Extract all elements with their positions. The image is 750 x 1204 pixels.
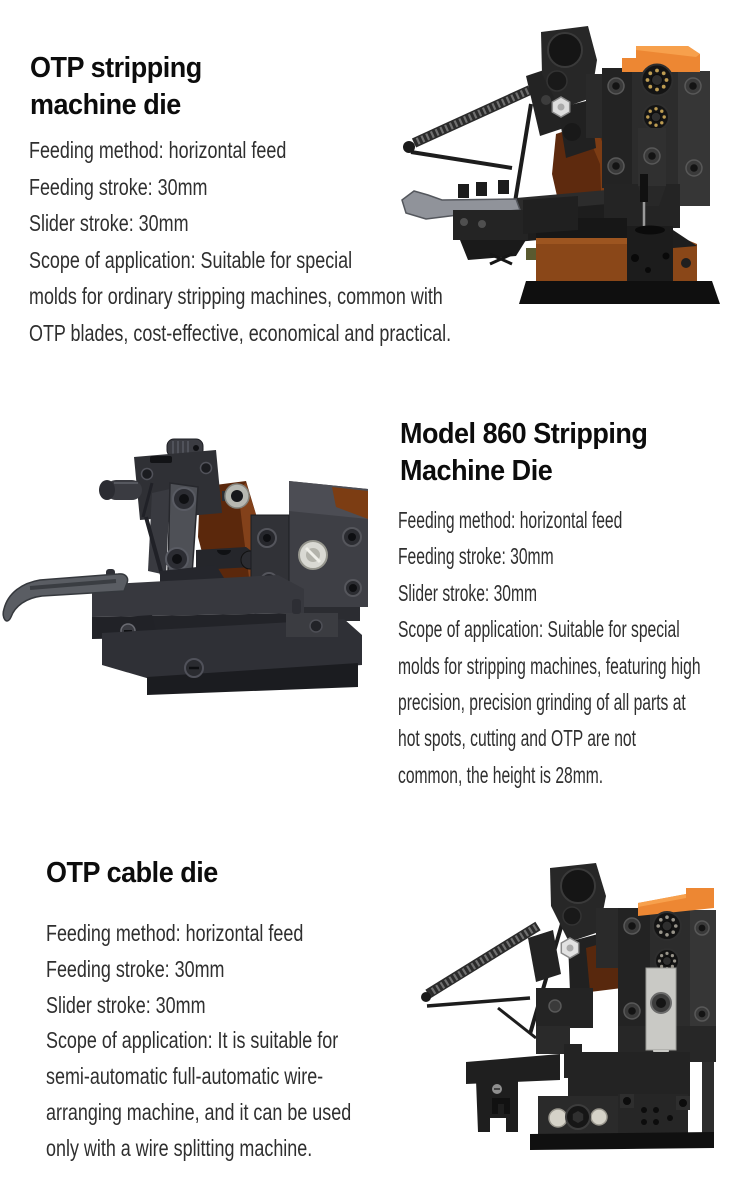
magnet-block [538, 1096, 620, 1138]
title-line: Machine Die [400, 455, 553, 487]
spec-line: only with a wire splitting machine. [46, 1134, 313, 1161]
spec-list-otp-cable-die [46, 916, 437, 1167]
base-plate [530, 1132, 714, 1150]
cylinder-stub [99, 480, 142, 500]
title-line: machine die [30, 89, 181, 121]
otp-stripping-machine-die-photo [398, 16, 750, 326]
section-title-model-860 [400, 416, 666, 490]
magnet [591, 1109, 607, 1125]
section-title-otp-stripping [30, 50, 215, 124]
model-860-machine-illustration [0, 425, 390, 725]
section-title-otp-cable-die [46, 855, 231, 892]
spec-line: Feeding method: horizontal feed [398, 507, 623, 533]
model-860-stripping-machine-die-photo [0, 425, 390, 725]
spec-line: common, the height is 28mm. [398, 761, 604, 788]
spec-line: Scope of application: Suitable for special [398, 616, 680, 643]
base-plate [519, 281, 720, 304]
spec-line: Feeding stroke: 30mm [29, 173, 208, 200]
spec-line: Slider stroke: 30mm [29, 210, 189, 236]
spec-line: Scope of application: It is suitable for [46, 1027, 339, 1054]
otp-cable-die-photo [418, 848, 750, 1158]
title-line: OTP stripping [30, 52, 202, 84]
magnet [549, 1109, 567, 1127]
cable-die-machine-illustration [418, 848, 750, 1158]
spec-list-model-860 [398, 502, 750, 793]
title-line: Model 860 Stripping [400, 418, 648, 450]
stripping-machine-illustration [398, 16, 750, 326]
spec-line: semi-automatic full-automatic wire- [46, 1063, 324, 1090]
spring-arm [403, 68, 564, 202]
spec-line: Feeding stroke: 30mm [398, 543, 554, 570]
knurled-knob [642, 65, 673, 96]
spec-line: hot spots, cutting and OTP are not [398, 725, 636, 752]
spec-line: Feeding method: horizontal feed [29, 137, 287, 163]
spec-line: Feeding method: horizontal feed [46, 920, 304, 946]
spec-line: molds for ordinary stripping machines, common with [29, 283, 443, 309]
spec-line: Slider stroke: 30mm [398, 579, 538, 606]
spec-line: molds for stripping machines, featuring high [398, 652, 701, 679]
spec-line: Scope of application: Suitable for special [29, 246, 353, 273]
spec-line: precision, precision grinding of all parts at [398, 689, 686, 716]
spec-line: arranging machine, and it can be used [46, 1098, 352, 1125]
spec-line: OTP blades, cost-effective, economical and practical. [29, 319, 452, 346]
title-line: OTP cable die [46, 857, 218, 889]
spec-line: Slider stroke: 30mm [46, 991, 206, 1018]
knurled-knob [643, 104, 669, 130]
knurled-knob [653, 912, 681, 940]
spec-line: Feeding stroke: 30mm [46, 955, 225, 982]
